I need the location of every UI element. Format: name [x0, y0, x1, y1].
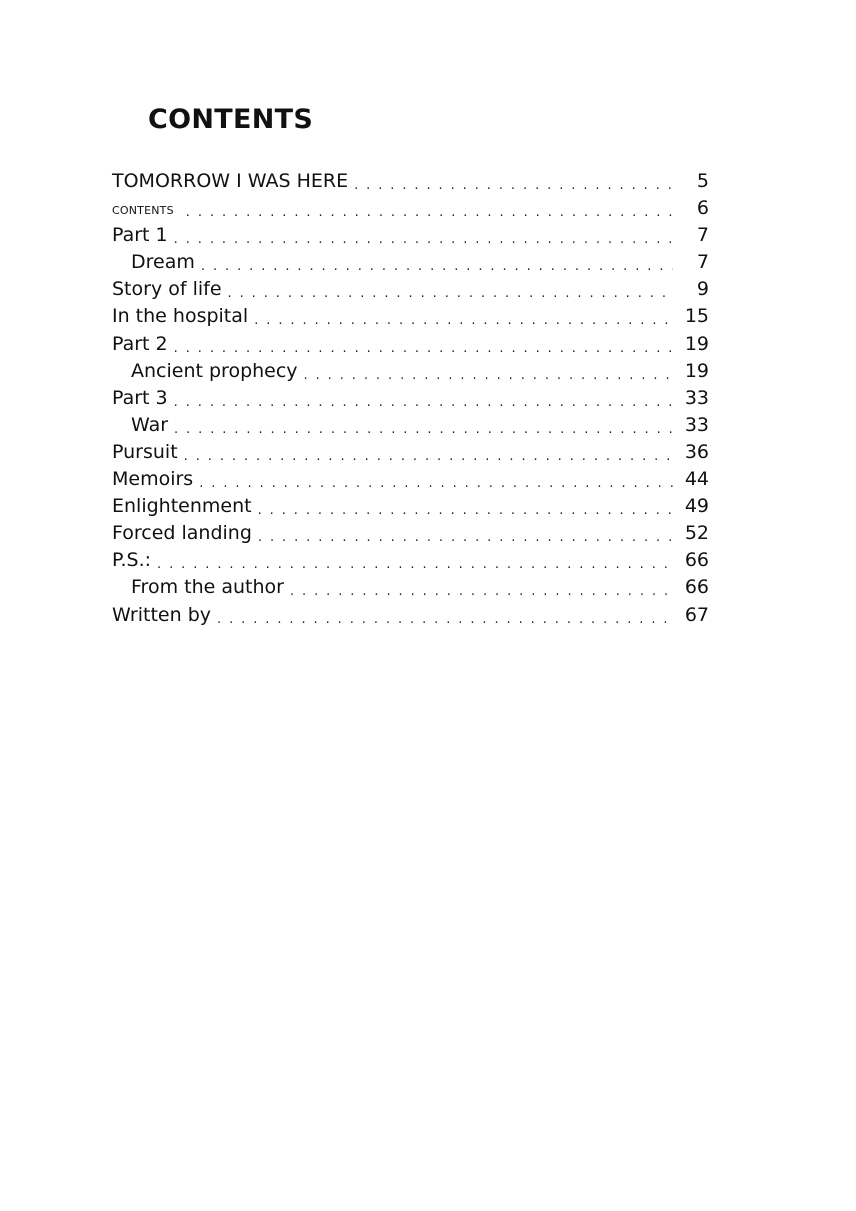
- toc-entry-page-number: 66: [684, 549, 709, 572]
- toc-entry[interactable]: [112, 303, 709, 330]
- toc-entry-page-number: 7: [696, 251, 709, 274]
- toc-entry-page-number: 7: [696, 224, 709, 247]
- toc-entry-label: Part 3: [112, 385, 174, 412]
- toc-entry-label: Enlightenment: [112, 493, 258, 520]
- toc-entry-label: Memoirs: [112, 466, 199, 493]
- toc-entry[interactable]: [112, 276, 709, 303]
- toc-entry-page-number: 9: [696, 278, 709, 301]
- toc-entry-page-number: 66: [684, 576, 709, 599]
- page-title: CONTENTS: [148, 104, 314, 135]
- toc-entry-page-number: 44: [684, 468, 709, 491]
- toc-entry[interactable]: [112, 520, 709, 547]
- toc-entry-label: Part 1: [112, 222, 174, 249]
- toc-entry-label: In the hospital: [112, 303, 254, 330]
- toc-entry-label: TOMORROW I WAS HERE: [112, 168, 354, 195]
- toc-entry-label: Forced landing: [112, 520, 258, 547]
- toc-entry[interactable]: [112, 222, 709, 249]
- toc-entry[interactable]: [112, 412, 709, 439]
- toc-entry-page-number: 19: [684, 359, 709, 382]
- toc-entry-page-number: 15: [684, 305, 709, 328]
- toc-entry-page-number: 33: [684, 413, 709, 436]
- toc-entry[interactable]: [112, 466, 709, 493]
- toc-entry-label: Pursuit: [112, 439, 184, 466]
- toc-entry-label: CONTENTS: [112, 197, 186, 224]
- toc-entry-page-number: 36: [684, 440, 709, 463]
- toc-entry[interactable]: [112, 195, 709, 222]
- toc-entry[interactable]: [112, 547, 709, 574]
- toc-entry-page-number: 19: [684, 332, 709, 355]
- toc-entry[interactable]: [112, 249, 709, 276]
- toc-entry-page-number: 49: [684, 495, 709, 518]
- toc-entry-page-number: 33: [684, 386, 709, 409]
- toc-entry-label: Story of life: [112, 276, 228, 303]
- toc-entry[interactable]: [112, 358, 709, 385]
- toc-entry-label: Written by: [112, 602, 217, 629]
- toc-entry-page-number: 6: [696, 197, 709, 220]
- toc-entry[interactable]: [112, 602, 709, 629]
- toc-entry-page-number: 67: [684, 603, 709, 626]
- toc-entry[interactable]: [112, 331, 709, 358]
- toc-entry-label: From the author: [112, 574, 290, 601]
- toc-entry-label: Dream: [112, 249, 201, 276]
- toc-entry-label: Ancient prophecy: [112, 358, 304, 385]
- table-of-contents: [112, 168, 709, 629]
- dot-leader: [217, 606, 673, 633]
- toc-entry-label: Part 2: [112, 331, 174, 358]
- toc-entry[interactable]: [112, 574, 709, 601]
- toc-entry[interactable]: [112, 385, 709, 412]
- toc-entry-label: P.S.:: [112, 547, 157, 574]
- toc-entry-label: War: [112, 412, 174, 439]
- toc-entry-page-number: 52: [684, 522, 709, 545]
- toc-entry[interactable]: [112, 439, 709, 466]
- toc-entry-page-number: 5: [696, 170, 709, 192]
- toc-entry[interactable]: [112, 493, 709, 520]
- toc-entry[interactable]: [112, 168, 709, 195]
